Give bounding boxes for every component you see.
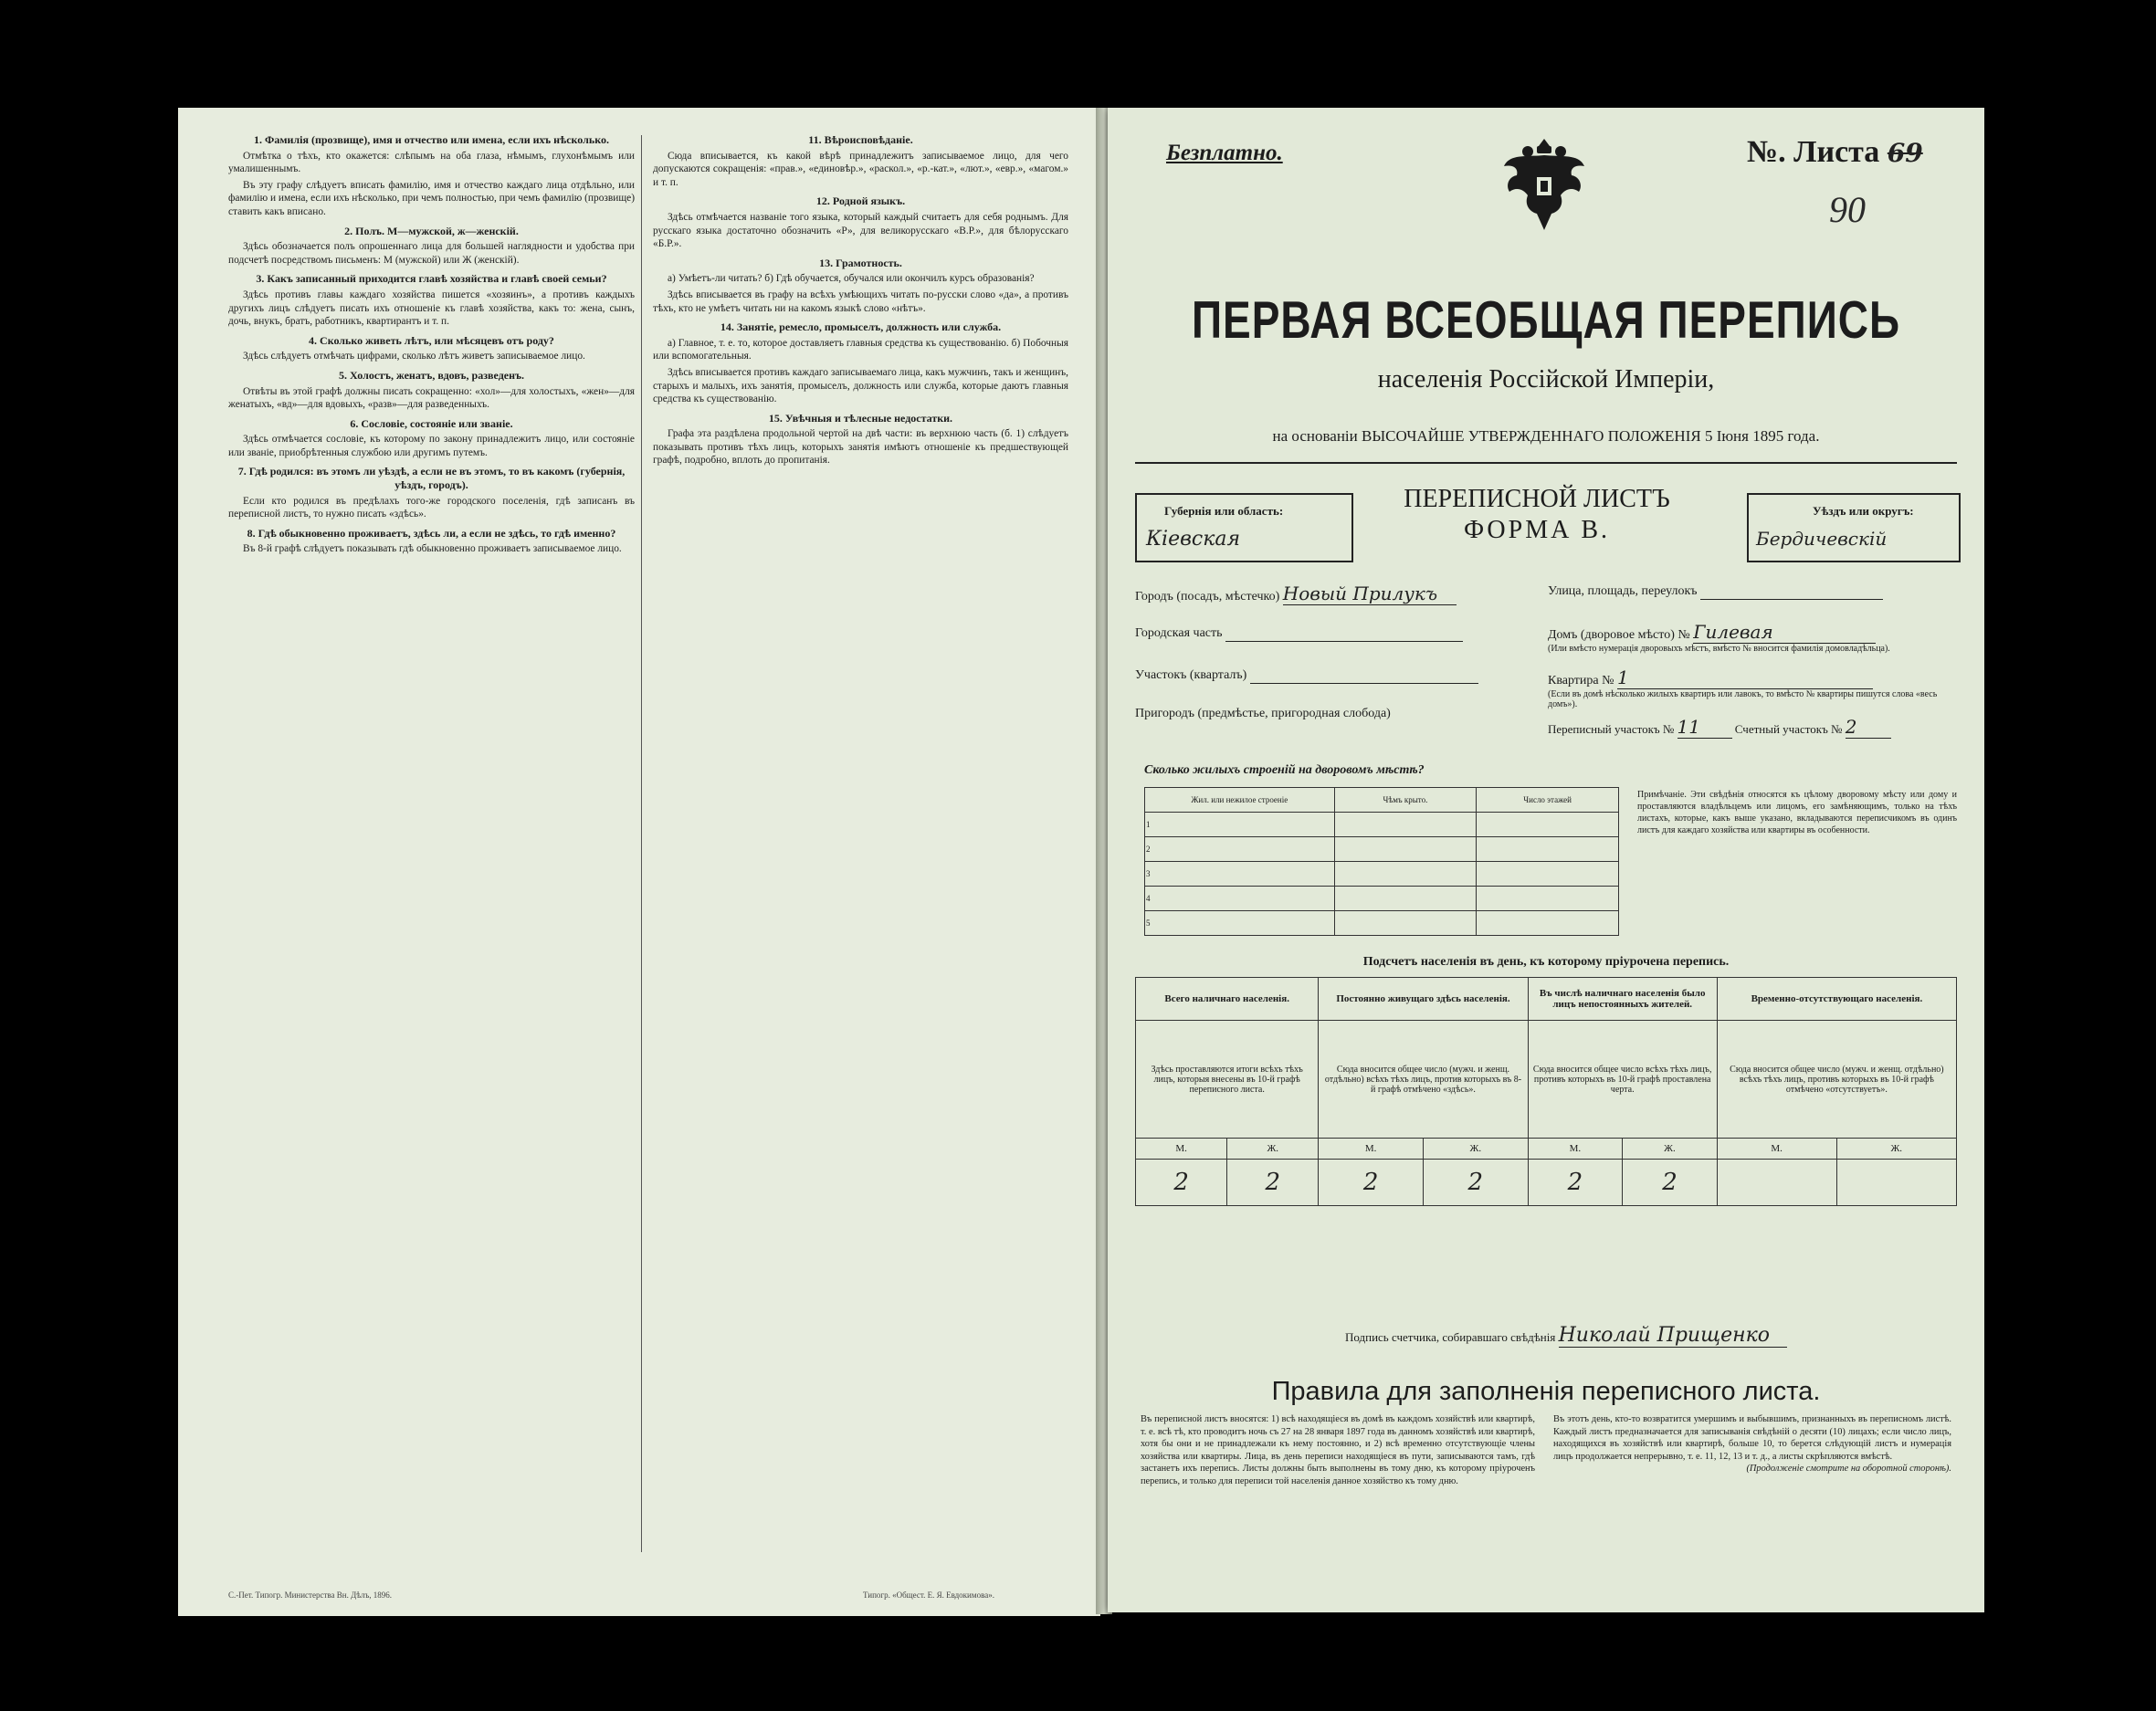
buildings-cell bbox=[1477, 911, 1619, 936]
instructions-column-2 bbox=[653, 128, 1068, 1561]
count-column-description: Сюда вносится общее число всѣхъ тѣхъ лицъ, противъ которыхъ въ 10-й графѣ проставлена черта. bbox=[1528, 1021, 1717, 1139]
male-label: М. bbox=[1528, 1139, 1623, 1160]
buildings-row-number: 2 bbox=[1145, 837, 1335, 862]
instruction-heading: 6. Сословіе, состояніе или званіе. bbox=[350, 416, 513, 430]
house-row bbox=[1548, 621, 1950, 654]
female-count: 2 bbox=[1423, 1160, 1528, 1206]
street-label: Улица, площадь, переулокъ bbox=[1548, 584, 1698, 598]
instruction-heading: 1. Фамилія (прозвище), имя и отчество или имена, если ихъ нѣсколько. bbox=[254, 133, 609, 146]
instruction-heading: 7. Гдѣ родился: въ этомъ ли уѣздѣ, а если не въ этомъ, то въ какомъ (губернія, уѣздъ, городъ). bbox=[237, 465, 626, 492]
instruction-paragraph: Здѣсь вписывается въ графу на всѣхъ умѣющихъ читать по-русски слово «да», а противъ тѣхъ, кто не умѣетъ читать ни на какомъ языкѣ слово «нѣтъ». bbox=[653, 289, 1068, 314]
count-heading: Подсчетъ населенія въ день, къ которому пріурочена перепись. bbox=[1362, 955, 1730, 969]
female-label: Ж. bbox=[1423, 1139, 1528, 1160]
female-label: Ж. bbox=[1227, 1139, 1319, 1160]
instruction-heading: 14. Занятіе, ремесло, промыселъ, должность или служба. bbox=[720, 320, 1002, 334]
instruction-paragraph: Отмѣтка о тѣхъ, кто окажется: слѣпымъ на оба глаза, нѣмымъ, глухонѣмымъ или умалишеннымъ. bbox=[228, 150, 635, 175]
count-column-head: Временно-отсутствующаго населенія. bbox=[1717, 978, 1956, 1021]
rules-column-2-text: Въ этотъ день, кто-то возвратится умершимъ и выбывшимъ, признанныхъ въ переписномъ листѣ. Каждый листъ предназначается для записыванія свѣдѣній о десяти (10) лицахъ; если число лицъ, находящихся въ хозяйствѣ или квартирѣ, больше 10, то берется слѣдующій листъ и нумерація лицъ продолжается непрерывно, т. е. 11, 12, 13 и т. д., а листы скрѣпляются вмѣстѣ. bbox=[1553, 1414, 1951, 1462]
count-column-description: Здѣсь проставляются итоги всѣхъ тѣхъ лицъ, которыя внесены въ 10-й графѣ переписного листа. bbox=[1136, 1021, 1319, 1139]
apartment-note: (Если въ домѣ нѣсколько жилыхъ квартиръ или лавокъ, то вмѣсто № квартиры пишутся слова «весь домъ»). bbox=[1548, 689, 1938, 709]
buildings-cell bbox=[1334, 813, 1477, 837]
decree-line: на основаніи ВЫСОЧАЙШЕ УТВЕРЖДЕННАГО ПОЛОЖЕНІЯ 5 Іюня 1895 года. bbox=[1272, 427, 1820, 445]
sheet-number-struck: 69 bbox=[1887, 138, 1923, 168]
house-note: (Или вмѣсто нумерація дворовыхъ мѣстъ, вмѣсто № вносится фамилія домовладѣльца). bbox=[1548, 644, 1890, 654]
district-label: Уѣздъ или округъ: bbox=[1813, 504, 1914, 518]
buildings-row-number: 1 bbox=[1145, 813, 1335, 837]
instruction-heading: 15. Увѣчныя и тѣлесные недостатки. bbox=[768, 411, 953, 425]
census-section-label: Переписный участокъ № bbox=[1548, 722, 1675, 736]
rules-column-2 bbox=[1553, 1413, 1951, 1605]
buildings-cell bbox=[1334, 862, 1477, 887]
instruction-paragraph: Сюда вписывается, къ какой вѣрѣ принадлежитъ записываемое лицо, для чего допускаются сокращенія: «прав.», «единовѣр.», «раскол.», «р.-кат.», «лют.», «евр.», «магом.» и т. п. bbox=[653, 150, 1068, 188]
counter-section-label: Счетный участокъ № bbox=[1734, 722, 1843, 736]
buildings-cell bbox=[1477, 813, 1619, 837]
buildings-cell bbox=[1334, 837, 1477, 862]
buildings-row-number: 3 bbox=[1145, 862, 1335, 887]
instruction-paragraph: а) Умѣетъ-ли читать? б) Гдѣ обучается, обучался или окончилъ курсъ образованія? bbox=[668, 273, 1035, 285]
precinct-row bbox=[1135, 668, 1537, 684]
signature-row bbox=[1345, 1324, 1966, 1348]
count-column-description: Сюда вносится общее число (мужч. и женщ. отдѣльно) всѣхъ тѣхъ лицъ, противъ которыхъ въ 10-й графѣ отмѣчено «отсутствуетъ». bbox=[1717, 1021, 1956, 1139]
buildings-row bbox=[1145, 862, 1619, 887]
free-stamp: Безплатно. bbox=[1166, 141, 1283, 165]
sheet-number-handwritten: 90 bbox=[1829, 189, 1866, 230]
buildings-cell bbox=[1477, 862, 1619, 887]
buildings-table bbox=[1144, 787, 1619, 936]
buildings-head-2: Чѣмъ крыто. bbox=[1334, 788, 1477, 813]
signature-value: Николай Прищенко bbox=[1559, 1324, 1787, 1348]
male-count: 2 bbox=[1136, 1160, 1227, 1206]
census-title: ПЕРВАЯ ВСЕОБЩАЯ ПЕРЕПИСЬ bbox=[1191, 289, 1901, 350]
female-count: 2 bbox=[1623, 1160, 1718, 1206]
instruction-heading: 11. Вѣроисповѣданіе. bbox=[808, 133, 913, 146]
printer-imprint-left: С.-Пет. Типогр. Министерства Вн. Дѣлъ, 1896. bbox=[228, 1590, 393, 1600]
buildings-head-3: Число этажей bbox=[1477, 788, 1619, 813]
district-box bbox=[1747, 493, 1961, 562]
instructions-column-1 bbox=[228, 128, 635, 1561]
form-title-line-2: ФОРМА В. bbox=[1463, 516, 1611, 544]
sheet-number bbox=[1747, 135, 1923, 170]
buildings-head-1: Жил. или нежилое строеніе bbox=[1145, 788, 1335, 813]
instruction-paragraph: а) Главное, т. е. то, которое доставляетъ главныя средства къ существованію. б) Побочныя или вспомогательныя. bbox=[653, 337, 1068, 362]
buildings-row-number: 5 bbox=[1145, 911, 1335, 936]
suburb-row bbox=[1135, 707, 1537, 721]
census-section-row bbox=[1548, 716, 1977, 739]
instruction-paragraph: Въ 8-й графѣ слѣдуетъ показывать гдѣ обыкновенно проживаетъ записываемое лицо. bbox=[243, 543, 622, 555]
rules-column-1: Въ переписной листъ вносятся: 1) всѣ находящіеся въ домѣ въ каждомъ хозяйствѣ или квартирѣ, т. е. всѣ тѣ, кто проводитъ ночь съ 27 на 28 января 1897 года въ данномъ хозяйствѣ или квартирѣ, хотя бы они и не принадлежали къ нему постоянно, и 2) всѣ временно отсутствующіе члены хозяйства или квартиры. Лица, въ день переписи находящіеся въ пути, записываются тамъ, гдѣ застанетъ ихъ перепись. Листы должны быть выполнены въ тому дню, къ которому пріуроченъ перепись, и только для переписи той населенія данное хозяйство къ тому дню. bbox=[1141, 1414, 1535, 1486]
city-part-row bbox=[1135, 626, 1537, 642]
province-label: Губернія или область: bbox=[1164, 504, 1284, 518]
double-headed-eagle-emblem bbox=[1500, 135, 1588, 236]
instruction-heading: 2. Полъ. М—мужской, ж—женскій. bbox=[344, 224, 519, 237]
male-count: 2 bbox=[1528, 1160, 1623, 1206]
apartment-row bbox=[1548, 667, 1950, 709]
street-row bbox=[1548, 584, 1950, 600]
city-value: Новый Прилукъ bbox=[1283, 583, 1457, 605]
column-divider bbox=[641, 135, 642, 1552]
male-label: М. bbox=[1717, 1139, 1836, 1160]
buildings-row bbox=[1145, 813, 1619, 837]
buildings-cell bbox=[1477, 837, 1619, 862]
male-label: М. bbox=[1319, 1139, 1424, 1160]
instruction-heading: 13. Грамотность. bbox=[819, 256, 902, 269]
district-value: Бердичевскій bbox=[1756, 528, 1888, 550]
printer-imprint-right: Типогр. «Общест. Е. Я. Евдокимова». bbox=[863, 1590, 994, 1600]
buildings-row-number: 4 bbox=[1145, 887, 1335, 911]
form-title-line-1: ПЕРЕПИСНОЙ ЛИСТЪ bbox=[1404, 485, 1670, 513]
count-column-head: Постоянно живущаго здѣсь населенія. bbox=[1319, 978, 1528, 1021]
female-label: Ж. bbox=[1623, 1139, 1718, 1160]
signature-label: Подпись счетчика, собиравшаго свѣдѣнія bbox=[1345, 1330, 1556, 1344]
instruction-paragraph: Здѣсь вписывается противъ каждаго записываемаго лица, какъ мужчинъ, такъ и женщинъ, старыхъ и малыхъ, ихъ занятія, промыселъ, должность или служба, которые даютъ главныя средства къ существованію. bbox=[653, 366, 1068, 405]
buildings-row bbox=[1145, 887, 1619, 911]
census-subtitle: населенія Россійской Имперіи, bbox=[1377, 365, 1715, 394]
city-row bbox=[1135, 583, 1537, 605]
instruction-paragraph: Въ эту графу слѣдуетъ вписать фамилію, имя и отчество каждаго лица отдѣльно, или фамилію и имена, если ихъ нѣсколько, при чемъ полностью, при чемъ фамилію (прозвище) ставить какъ вписано. bbox=[228, 179, 635, 217]
house-value: Гилевая bbox=[1693, 621, 1876, 644]
apartment-value: 1 bbox=[1617, 667, 1873, 689]
instruction-heading: 4. Сколько живеть лѣтъ, или мѣсяцевъ отъ роду? bbox=[309, 333, 554, 347]
population-count-table bbox=[1135, 977, 1957, 1206]
count-column-description: Сюда вносится общее число (мужч. и женщ. отдѣльно) всѣхъ тѣхъ лицъ, против которыхъ въ 8-й графѣ отмѣчено «здѣсь». bbox=[1319, 1021, 1528, 1139]
count-column-head: Всего наличнаго населенія. bbox=[1136, 978, 1319, 1021]
buildings-cell bbox=[1477, 887, 1619, 911]
rules-title: Правила для заполненія переписного листа. bbox=[1271, 1377, 1821, 1406]
female-count bbox=[1836, 1160, 1956, 1206]
suburb-label: Пригородъ (предмѣстье, пригородная слобода) bbox=[1135, 707, 1391, 720]
instruction-paragraph: Здѣсь противъ главы каждаго хозяйства пишется «хозяинъ», а противъ каждыхъ другихъ лицъ слѣдуетъ писать ихъ отношеніе къ главѣ хозяйства, какъ то: жена, сынъ, дочь, внукъ, братъ, работникъ, квартирантъ и т. п. bbox=[228, 289, 635, 328]
instruction-heading: 8. Гдѣ обыкновенно проживаетъ, здѣсь ли, а если не здѣсь, то гдѣ именно? bbox=[247, 526, 616, 540]
counter-section-value: 2 bbox=[1846, 716, 1891, 739]
city-label: Городъ (посадъ, мѣстечко) bbox=[1135, 590, 1280, 604]
buildings-row bbox=[1145, 837, 1619, 862]
census-form-page bbox=[1108, 108, 1984, 1612]
buildings-question: Сколько жилыхъ строеній на дворовомъ мѣстѣ? bbox=[1144, 763, 1425, 777]
instruction-paragraph: Здѣсь обозначается полъ опрошеннаго лица для большей наглядности и удобства при подсчетѣ посредствомъ письменъ: М (мужской) или Ж (женскій). bbox=[228, 241, 635, 266]
buildings-cell bbox=[1334, 887, 1477, 911]
instruction-paragraph: Здѣсь отмѣчается названіе того языка, который каждый считаетъ для себя роднымъ. Для русскаго языка достаточно обозначить «Р», для великорусскаго «В.Р.», для бѣлорусскаго «Б.Р.». bbox=[653, 211, 1068, 250]
title-rule bbox=[1135, 462, 1957, 464]
instruction-paragraph: Отвѣты въ этой графѣ должны писать сокращенно: «хол»—для холостыхъ, «жен»—для женатыхъ, «вд»—для вдовыхъ, «разв»—для разведенныхъ. bbox=[228, 385, 635, 411]
house-label: Домъ (дворовое мѣсто) № bbox=[1548, 628, 1690, 642]
female-label: Ж. bbox=[1836, 1139, 1956, 1160]
precinct-label: Участокъ (кварталъ) bbox=[1135, 668, 1247, 682]
male-label: М. bbox=[1136, 1139, 1227, 1160]
male-count: 2 bbox=[1319, 1160, 1424, 1206]
province-box bbox=[1135, 493, 1353, 562]
instruction-paragraph: Если кто родился въ предѣлахъ того-же городского поселенія, гдѣ записанъ въ переписной листъ, то нужно писать «здѣсь». bbox=[228, 495, 635, 520]
count-column-head: Въ числѣ наличнаго населенія было лицъ непостоянныхъ жителей. bbox=[1528, 978, 1717, 1021]
instruction-heading: 5. Холостъ, женатъ, вдовъ, разведенъ. bbox=[338, 368, 525, 382]
city-part-label: Городская часть bbox=[1135, 626, 1223, 640]
instructions-page bbox=[178, 108, 1100, 1616]
instruction-paragraph: Здѣсь отмѣчается сословіе, къ которому по закону принадлежитъ лицо, или состояніе или званіе, приобрѣтенныя службою или другимъ путемъ. bbox=[228, 434, 635, 458]
form-title bbox=[1354, 484, 1720, 546]
buildings-note: Примѣчаніе. Эти свѣдѣнія относятся къ цѣлому дворовому мѣсту или дому и проставляются владѣльцемъ или лицомъ, его замѣняющимъ, только на тѣхъ листахъ, которые, какъ выше указано, вкладываются переписчикомъ въ одинъ листъ для каждаго хозяйства или квартиры въ особенности. bbox=[1637, 790, 1957, 835]
census-section-value: 11 bbox=[1677, 716, 1732, 739]
instruction-heading: 3. Какъ записанный приходится главѣ хозяйства и главѣ своей семьи? bbox=[256, 272, 607, 286]
female-count: 2 bbox=[1227, 1160, 1319, 1206]
instruction-paragraph: Здѣсь слѣдуетъ отмѣчать цифрами, сколько лѣтъ живетъ записываемое лицо. bbox=[243, 351, 585, 362]
buildings-cell bbox=[1334, 911, 1477, 936]
rules-continuation: (Продолженіе смотрите на оборотной сторонѣ). bbox=[1746, 1464, 1951, 1475]
male-count bbox=[1717, 1160, 1836, 1206]
province-value: Кіевская bbox=[1146, 528, 1241, 551]
instruction-paragraph: Графа эта раздѣлена продольной чертой на двѣ части: въ верхнюю часть (б. 1) слѣдуетъ показывать противъ тѣхъ лицъ, которыхъ занятія имѣютъ отношеніе къ предшествующей графѣ, подробно, вплоть до пропитанія. bbox=[653, 428, 1068, 467]
instruction-heading: 12. Родной языкъ. bbox=[815, 194, 906, 208]
apartment-label: Квартира № bbox=[1548, 674, 1614, 688]
buildings-row bbox=[1145, 911, 1619, 936]
sheet-number-label: №. Листа bbox=[1747, 135, 1880, 169]
